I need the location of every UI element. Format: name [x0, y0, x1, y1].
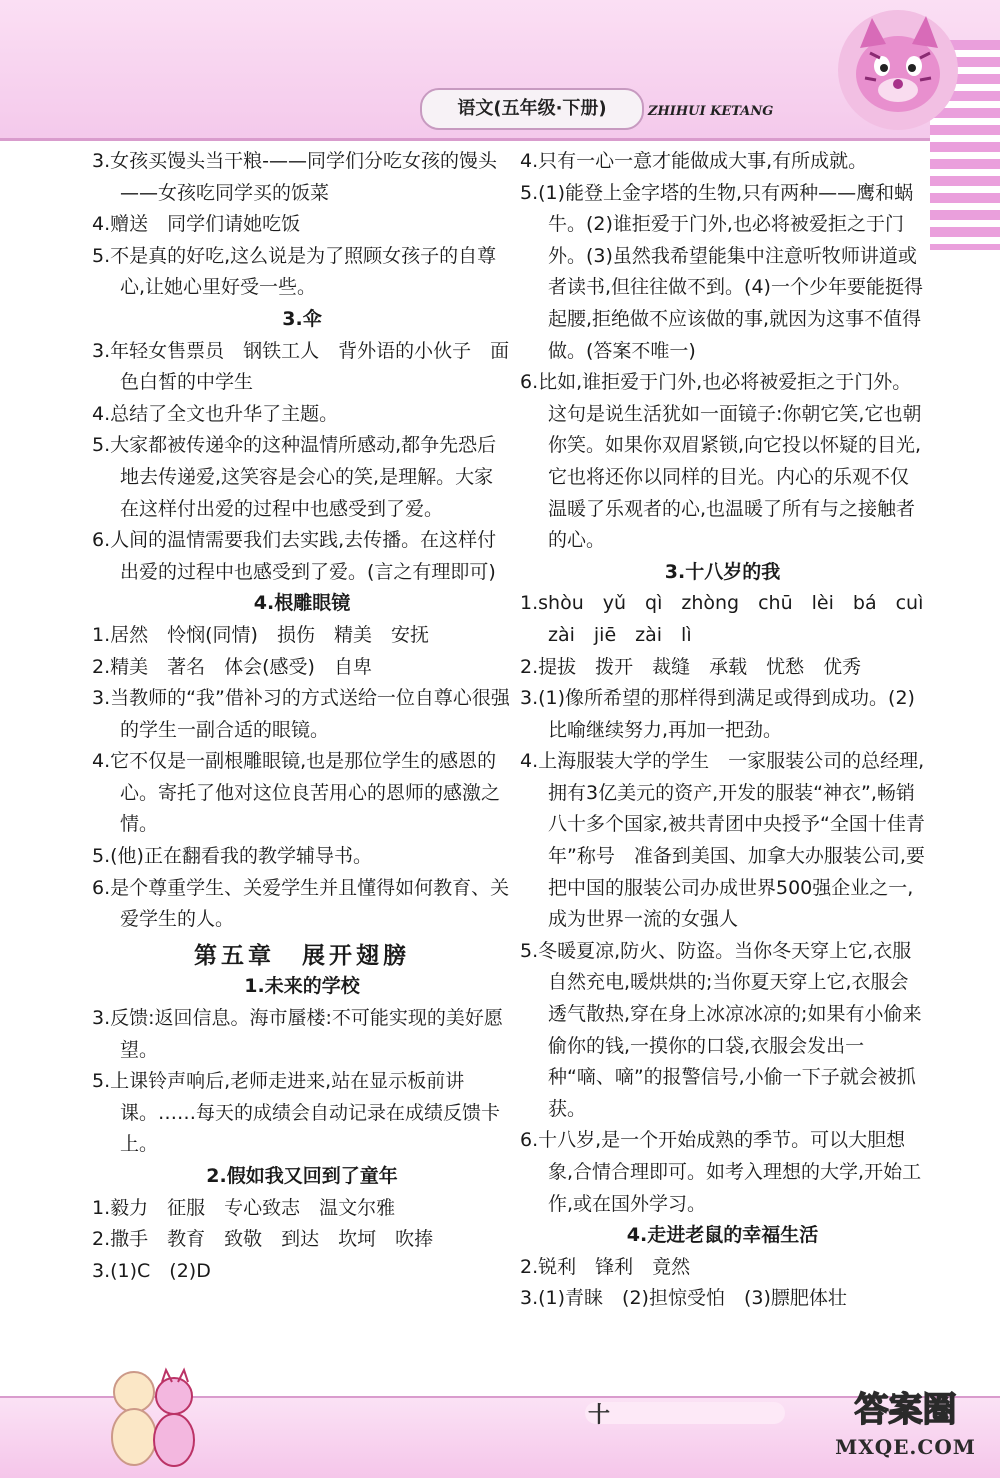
answer-item: 6.是个尊重学生、关爱学生并且懂得如何教育、关爱学生的人。	[92, 876, 510, 931]
subject-title: 语文(五年级·下册)	[420, 88, 644, 130]
answer-item: 1.居然 怜悯(同情) 损伤 精美 安抚	[92, 623, 429, 646]
answer-item: 4.上海服装大学的学生 一家服装公司的总经理,拥有3亿美元的资产,开发的服装“神衣”,畅销八十多个国家,被共青团中央授予“全国十佳青年”称号 准备到美国、加拿大办服装公司,要把中国的服装公司办成世界500强企业之一,成为世界一流的女强人	[520, 750, 925, 931]
brand-label: ZHIHUI KETANG	[648, 104, 774, 119]
left-answer-column	[92, 146, 512, 1287]
answer-item: 3.(1)青睐 (2)担惊受怕 (3)膘肥体壮	[520, 1287, 847, 1310]
answer-item: 4.它不仅是一副根雕眼镜,也是那位学生的感恩的心。寄托了他对这位良苦用心的恩师的感激之情。	[92, 750, 501, 836]
answer-item: 5.冬暖夏凉,防火、防盗。当你冬天穿上它,衣服自然充电,暖烘烘的;当你夏天穿上它,衣服会透气散热,穿在身上冰凉冰凉的;如果有小偷来偷你的钱,一摸你的口袋,衣服会发出一种“嘀、嘀”的报警信号,小偷一下子就会被抓获。	[520, 939, 922, 1120]
lesson-heading: 3.伞	[282, 307, 322, 330]
answer-item: 6.比如,谁拒爱于门外,也必将被爱拒之于门外。这句是说生活犹如一面镜子:你朝它笑,它也朝你笑。如果你双眉紧锁,向它投以怀疑的目光,它也将还你以同样的目光。内心的乐观不仅温暖了乐观者的心,也温暖了所有与之接触者的心。	[520, 371, 922, 552]
answer-item: 4.只有一心一意才能做成大事,有所成就。	[520, 150, 868, 172]
answer-item: 5.(他)正在翻看我的教学辅导书。	[92, 845, 372, 868]
lesson-heading: 1.未来的学校	[244, 975, 360, 998]
pinyin-line: zài jiē zài lì	[548, 623, 692, 646]
lesson-heading: 4.根雕眼镜	[253, 592, 351, 615]
answer-item: 1.shòu yǔ qì zhòng chū lèi bá cuì	[520, 592, 924, 615]
answer-item: 5.上课铃声响后,老师走进来,站在显示板前讲课。……每天的成绩会自动记录在成绩反馈卡上。	[92, 1070, 501, 1156]
answer-item: 3.(1)像所希望的那样得到满足或得到成功。(2)比喻继续努力,再加一把劲。	[520, 687, 915, 741]
answer-item: 4.总结了全文也升华了主题。	[92, 402, 339, 425]
answer-item: 5.大家都被传递伞的这种温情所感动,都争先恐后地去传递爱,这笑容是会心的笑,是理解。大家在这样付出爱的过程中也感受到了爱。	[92, 434, 497, 520]
answer-item: 1.毅力 征服 专心致志 温文尔雅	[92, 1196, 396, 1219]
page-number: 十	[588, 1403, 611, 1428]
watermark-url: MXQE.COM	[835, 1435, 976, 1459]
answer-item: 5.不是真的好吃,这么说是为了照顾女孩子的自尊心,让她心里好受一些。	[92, 244, 497, 299]
lesson-heading: 2.假如我又回到了童年	[206, 1165, 398, 1187]
answer-item: 3.年轻女售票员 钢铁工人 背外语的小伙子 面色白皙的中学生	[92, 339, 510, 394]
answer-item: 6.人间的温情需要我们去实践,去传播。在这样付出爱的过程中也感受到了爱。(言之有理即可)	[92, 529, 497, 583]
answer-item: 3.女孩买馒头当干粮-——同学们分吃女孩的馒头——女孩吃同学买的饭菜	[92, 150, 497, 204]
answer-item: 3.(1)C (2)D	[92, 1259, 211, 1282]
cartoon-characters-icon	[98, 1352, 208, 1472]
page-number-strip	[585, 1402, 785, 1424]
watermark-main: 答案圈	[854, 1390, 957, 1430]
lesson-heading: 3.十八岁的我	[664, 560, 781, 583]
answer-item: 4.赠送 同学们请她吃饭	[92, 213, 301, 236]
answer-item: 3.当教师的“我”借补习的方式送给一位自尊心很强的学生一副合适的眼镜。	[92, 687, 510, 741]
answer-item: 2.提拔 拨开 裁缝 承载 忧愁 优秀	[520, 655, 862, 678]
chapter-heading: 第五章 展开翅膀	[194, 941, 410, 969]
answer-item: 5.(1)能登上金字塔的生物,只有两种——鹰和蜗牛。(2)谁拒爱于门外,也必将被爱拒之于门外。(3)虽然我希望能集中注意听牧师讲道或者读书,但往往做不到。(4)一个少年要能挺得起腰,拒绝做不应该做的事,就因为这事不值得做。(答案不唯一)	[520, 181, 923, 362]
answer-item: 6.十八岁,是一个开始成熟的季节。可以大胆想象,合情合理即可。如考入理想的大学,开始工作,或在国外学习。	[520, 1129, 922, 1215]
watermark-logo	[818, 1388, 993, 1473]
answer-item: 2.精美 著名 体会(感受) 自卑	[92, 655, 372, 678]
answer-item: 2.撒手 教育 致敬 到达 坎坷 吹捧	[92, 1228, 434, 1251]
lesson-heading: 4.走进老鼠的幸福生活	[626, 1224, 819, 1247]
answer-item: 3.反馈:返回信息。海市蜃楼:不可能实现的美好愿望。	[92, 1007, 503, 1061]
right-answer-column	[520, 146, 925, 1315]
tiger-mascot-icon	[820, 8, 970, 143]
answer-item: 2.锐利 锋利 竟然	[520, 1255, 691, 1278]
